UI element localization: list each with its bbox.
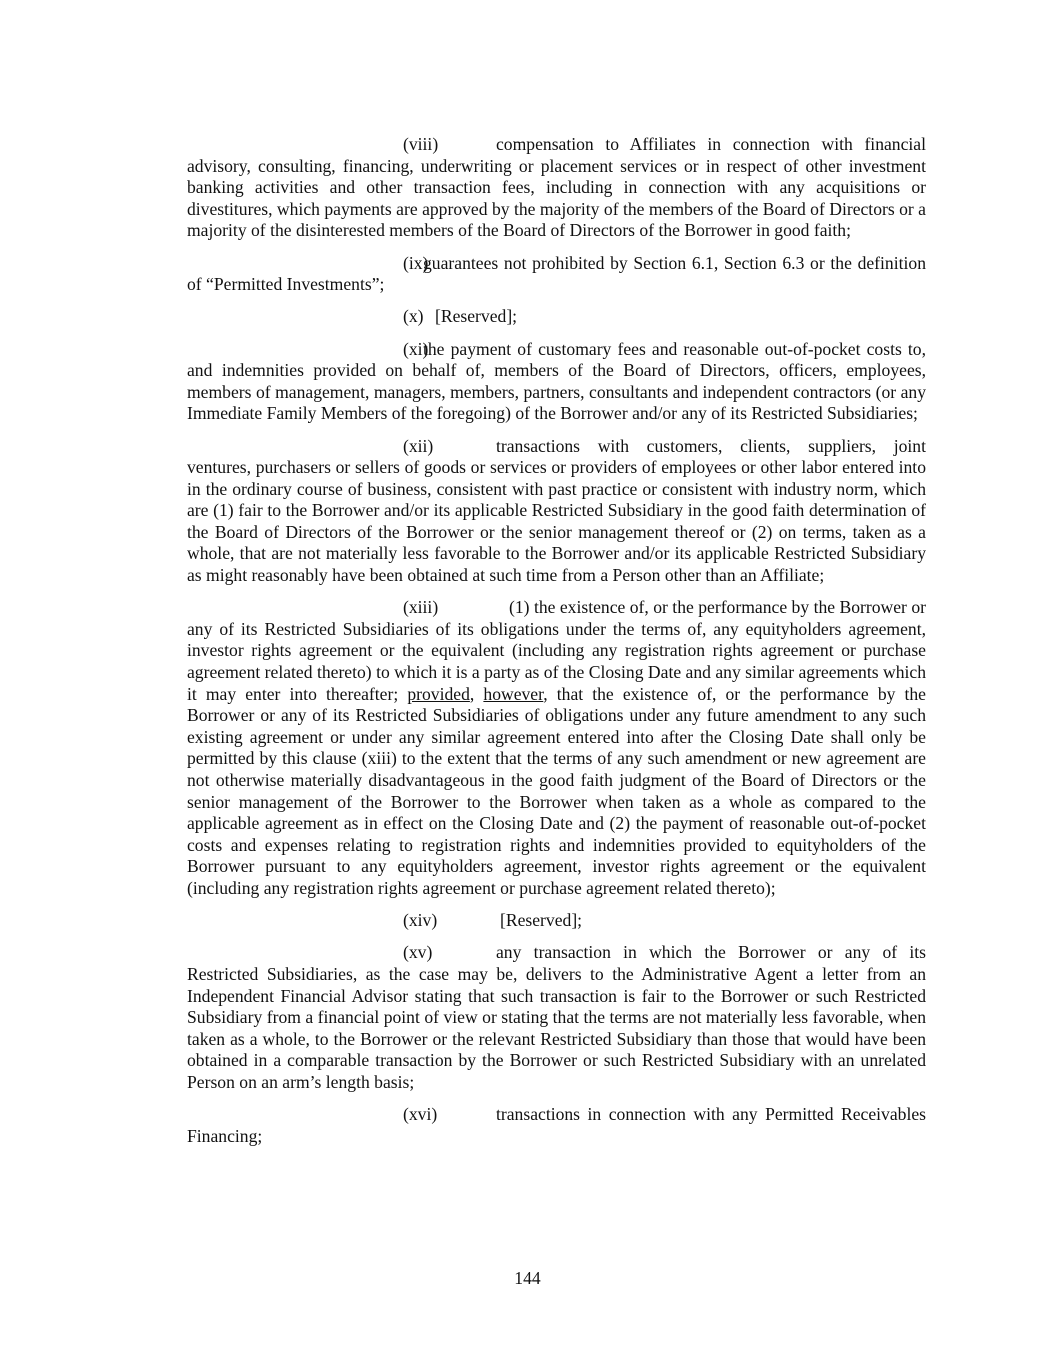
clause-ix [187, 253, 926, 296]
clause-xiv [187, 910, 926, 932]
clause-xi [187, 339, 926, 425]
however-term: however [483, 683, 544, 704]
clause-viii [187, 134, 926, 242]
page-number: 144 [514, 1268, 541, 1288]
clause-number: (xi) [403, 338, 429, 359]
document-body [187, 134, 926, 1158]
clause-text: any transaction in which the Borrower or any of its Restricted Subsidiaries, as the case may be, delivers to the Administrative Agent a letter from an Independent Financial Advisor stating that such transaction is fair to the Borrower or such Restricted Subsidiary from a financial point of view or stating that the terms are not materially less favorable, when taken as a whole, to the Borrower or the relevant Restricted Subsidiary than those that would have been obtained in a comparable transaction by the Borrower or such Restricted Subsidiary with an unrelated Person on an arm’s length basis; [187, 942, 926, 1092]
clause-number: (xvi) [403, 1104, 438, 1125]
clause-number: (viii) [403, 134, 439, 154]
clause-xiii [187, 597, 926, 899]
clause-text: [Reserved]; [500, 910, 583, 931]
clause-text: the payment of customary fees and reasonable out-of-pocket costs to, and indemnities provided on behalf of, members of the Board of Directors, officers, employees, members of management, managers, members, partners, consultants and independent contractors (or any Immediate Family Members of the foregoing) of the Borrower and/or any of its Restricted Subsidiaries; [187, 338, 926, 424]
clause-number: (xv) [403, 942, 433, 963]
clause-text: [Reserved]; [435, 306, 518, 327]
comma: , [469, 683, 475, 704]
clause-xii [187, 436, 926, 587]
clause-number: (ix) [403, 252, 429, 273]
clause-xv [187, 942, 926, 1093]
clause-number: (xiii) [403, 597, 439, 618]
clause-x [187, 306, 926, 328]
clause-text: compensation to Affiliates in connection with financial advisory, consulting, financing, underwriting or placement services or in respect of other investment banking activities and other transaction fees, including in connection with any acquisitions or divestitures, which payments are approved by the majority of the members of the Board of Directors or a majority of the disinterested members of the Board of Directors of the Borrower in good faith; [187, 134, 926, 241]
clause-text: transactions in connection with any Permitted Receivables Financing; [187, 1104, 926, 1146]
clause-number: (xii) [403, 435, 434, 456]
clause-number: (xiv) [403, 910, 438, 931]
clause-text-part-2: , that the existence of, or the performance by the Borrower or any of its Restricted Subsidiaries of obligations under any future amendment to any such existing agreement or under any similar agreement entered into after the Closing Date shall only be permitted by this clause (xiii) to the extent that the terms of any such amendment or new agreement are not otherwise materially disadvantageous in the good faith judgment of the Board of Directors or the senior management of the Borrower to the Borrower when taken as a whole as compared to the applicable agreement as in effect on the Closing Date and (2) the payment of reasonable out-of-pocket costs and expenses relating to registration rights and indemnities provided to equityholders of the Borrower pursuant to any equityholders agreement, investor rights agreement or the equivalent (including any registration rights agreement or purchase agreement related thereto); [187, 683, 926, 898]
clause-number: (x) [403, 306, 424, 327]
clause-text-part-1: (1) the existence of, or the performance by the Borrower or any of its Restricted Subsidiaries of its obligations under the terms of, any equityholders agreement, investor rights agreement or the equivalent (including any registration rights agreement or purchase agreement related thereto) to which it is a party as of the Closing Date and any similar agreements which it may enter into thereafter; [187, 597, 926, 704]
clause-text: transactions with customers, clients, suppliers, joint ventures, purchasers or sellers of goods or services or providers of employees or other labor entered into in the ordinary course of business, consistent with past practice or consistent with industry norm, which are (1) fair to the Borrower and/or its applicable Restricted Subsidiary in the good faith determination of the Board of Directors of the Borrower or the senior management thereof or (2) on terms, taken as a whole, that are not materially less favorable to the Borrower and/or its applicable Restricted Subsidiary as might reasonably have been obtained at such time from a Person other than an Affiliate; [187, 435, 926, 586]
provided-term: provided [407, 683, 470, 704]
clause-xvi [187, 1104, 926, 1147]
clause-text: guarantees not prohibited by Section 6.1, Section 6.3 or the definition of “Permitted Investments”; [187, 252, 926, 295]
